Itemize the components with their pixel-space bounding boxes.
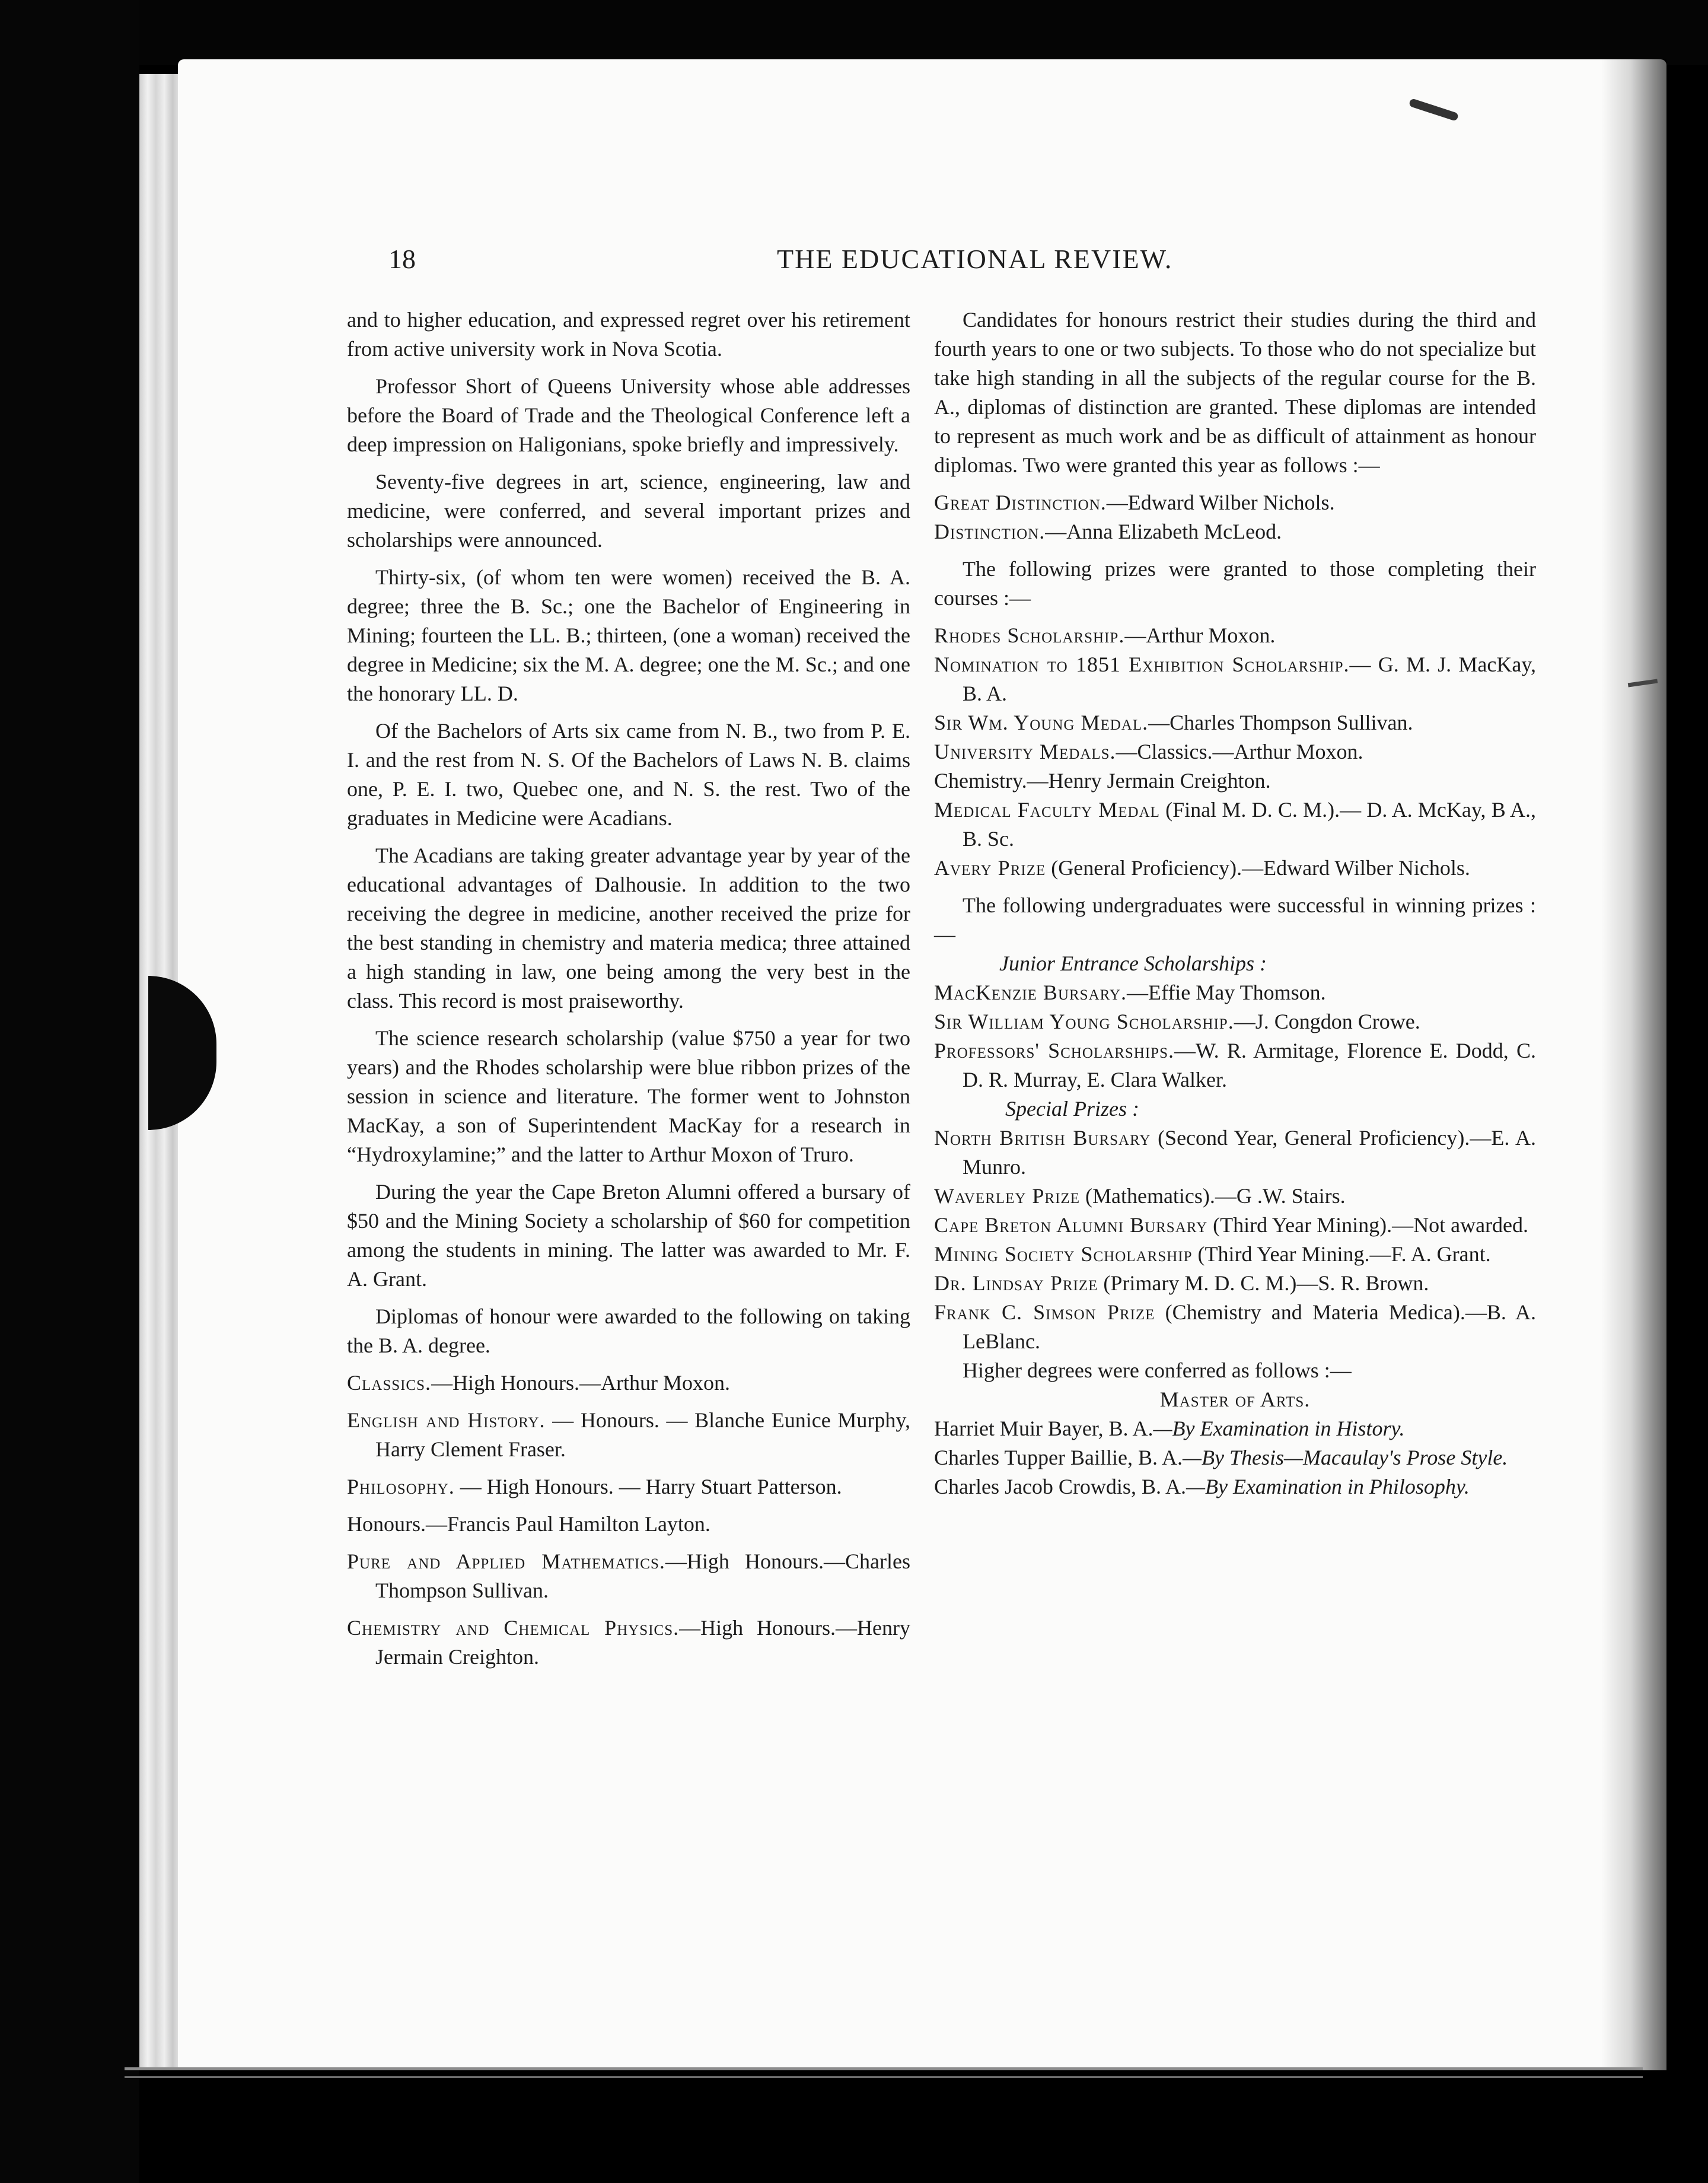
special-label: Dr. Lindsay Prize <box>934 1271 1098 1295</box>
prize-label: Rhodes Scholarship. <box>934 623 1125 647</box>
masters-detail: —By Examination in History. <box>1153 1417 1405 1440</box>
prize-label: Sir Wm. Young Medal. <box>934 711 1149 734</box>
distinction-entry <box>934 517 1536 546</box>
special-label: Waverley Prize <box>934 1184 1080 1208</box>
distinction-label: Distinction. <box>934 520 1046 543</box>
honours-subject: Classics. <box>347 1371 432 1395</box>
paragraph: The following undergraduates were successful in winning prizes :— <box>934 893 1536 946</box>
honours-subject: Pure and Applied Mathematics. <box>347 1549 665 1573</box>
special-entry <box>934 1298 1536 1356</box>
honours-subject: Chemistry and Chemical Physics. <box>347 1616 680 1640</box>
prize-entry <box>934 621 1536 650</box>
scan-background-top <box>0 0 1708 65</box>
special-text: (Third Year Mining).—Not awarded. <box>1207 1213 1529 1237</box>
distinction-text: —Anna Elizabeth McLeod. <box>1045 520 1282 543</box>
masters-detail: —By Examination in Philosophy. <box>1186 1475 1470 1498</box>
scan-background-left <box>0 0 139 2183</box>
prize-text: —Charles Thompson Sullivan. <box>1148 711 1413 734</box>
prize-label: University Medals. <box>934 740 1116 763</box>
prize-entry <box>934 795 1536 854</box>
honours-detail: —High Honours.—Henry Jermain Creighton. <box>375 1616 910 1669</box>
page-number: 18 <box>388 244 416 274</box>
prize-text: — G. M. J. MacKay, B. A. <box>963 653 1536 705</box>
prize-entry <box>934 766 1536 795</box>
paragraph: The science research scholarship (value $750 a year for two years) and the Rhodes scholarship were blue ribbon prizes of the session in science and literature. The former went to Johnston MacKay, a son of Superintendent MacKay for a research in “Hydroxylamine;” and the latter to Arthur Moxon of Truro. <box>347 1026 910 1166</box>
special-entry <box>934 1211 1536 1240</box>
paragraph: Seventy-five degrees in art, science, engineering, law and medicine, were conferred, and several important prizes and scholarships were announced. <box>347 470 910 552</box>
prize-label: Nomination to 1851 Exhibition Scholarship. <box>934 653 1350 676</box>
paragraph: During the year the Cape Breton Alumni offered a bursary of $50 and the Mining Society a scholarship of $60 for competition among the students in mining. The latter was awarded to Mr. F. A. Grant. <box>347 1180 910 1291</box>
running-head: THE EDUCATIONAL REVIEW. <box>777 244 1173 274</box>
prize-text: (Final M. D. C. M.).— D. A. McKay, B A., B. Sc. <box>963 798 1537 851</box>
prize-label: Medical Faculty Medal <box>934 798 1160 822</box>
special-entry <box>934 1240 1536 1269</box>
special-text: (Third Year Mining.—F. A. Grant. <box>1192 1242 1491 1266</box>
special-label: Frank C. Simson Prize <box>934 1300 1155 1324</box>
masters-name: Harriet Muir Bayer, B. A. <box>934 1417 1153 1440</box>
masters-detail: —By Thesis—Macaulay's Prose Style. <box>1183 1446 1508 1469</box>
junior-text: —J. Congdon Crowe. <box>1234 1010 1420 1033</box>
special-text: (Primary M. D. C. M.)—S. R. Brown. <box>1098 1271 1429 1295</box>
junior-label: Sir William Young Scholarship. <box>934 1010 1234 1033</box>
distinction-entry <box>934 488 1536 517</box>
masters-entry <box>934 1414 1536 1443</box>
honours-detail: — High Honours. — Harry Stuart Patterson. <box>454 1475 842 1498</box>
distinction-text: —Edward Wilber Nichols. <box>1106 491 1335 514</box>
paragraph: Professor Short of Queens University whose able addresses before the Board of Trade and the Theological Conference left a deep impression on Haligonians, spoke briefly and impressively. <box>347 374 910 456</box>
prize-entry <box>934 708 1536 737</box>
prize-label: Avery Prize <box>934 856 1046 880</box>
honours-subject: Philosophy. <box>347 1475 455 1498</box>
honours-entry <box>347 1406 910 1464</box>
masters-entry <box>934 1443 1536 1472</box>
paragraph: The following prizes were granted to those completing their courses :— <box>934 557 1536 610</box>
page-bottom-rule <box>125 2067 1643 2070</box>
special-prizes-heading: Special Prizes : <box>1005 1097 1139 1121</box>
junior-text: —W. R. Armitage, Florence E. Dodd, C. D. R. Murray, E. Clara Walker. <box>963 1039 1536 1092</box>
paragraph: Thirty-six, (of whom ten were women) received the B. A. degree; three the B. Sc.; one the Bachelor of Engineering in Mining; fourteen the LL. B.; thirteen, (one a woman) received the degree in Medicine; six the M. A. degree; one the M. Sc.; and one the honorary LL. D. <box>347 565 910 705</box>
page-bottom-rule <box>125 2076 1643 2078</box>
gutter-shadow <box>1601 59 1666 2070</box>
paragraph: Candidates for honours restrict their studies during the third and fourth years to one or two subjects. To those who do not specialize but take high standing in all the subjects of the regular course for the B. A., diplomas of distinction are granted. These diplomas are intended to represent as much work and be as difficult of attainment as honour diplomas. Two were granted this year as follows :— <box>934 308 1536 477</box>
honours-entry <box>347 1614 910 1672</box>
honours-detail: —High Honours.—Charles Thompson Sullivan. <box>375 1549 910 1602</box>
junior-scholarships-heading: Junior Entrance Scholarships : <box>999 952 1267 975</box>
special-entry <box>934 1182 1536 1211</box>
right-column <box>934 306 1536 1501</box>
prize-text: Chemistry.—Henry Jermain Creighton. <box>934 769 1271 793</box>
junior-entry <box>934 1036 1536 1094</box>
prize-text: (General Proficiency).—Edward Wilber Nichols. <box>1046 856 1470 880</box>
masters-name: Charles Tupper Baillie, B. A. <box>934 1446 1183 1469</box>
masters-name: Charles Jacob Crowdis, B. A. <box>934 1475 1186 1498</box>
junior-entry <box>934 1007 1536 1036</box>
honours-subject: English and History. <box>347 1408 546 1432</box>
special-text: (Chemistry and Materia Medica).—B. A. LeBlanc. <box>963 1300 1537 1353</box>
prize-entry <box>934 737 1536 766</box>
honours-detail: Honours.—Francis Paul Hamilton Layton. <box>347 1512 710 1536</box>
special-text: (Mathematics).—G .W. Stairs. <box>1079 1184 1346 1208</box>
prize-entry <box>934 650 1536 708</box>
special-entry <box>934 1124 1536 1182</box>
junior-label: MacKenzie Bursary. <box>934 981 1127 1004</box>
junior-entry <box>934 978 1536 1007</box>
special-entry <box>934 1269 1536 1298</box>
prize-entry <box>934 854 1536 883</box>
paragraph: and to higher education, and expressed regret over his retirement from active university work in Nova Scotia. <box>347 308 910 361</box>
paragraph: Higher degrees were conferred as follows :— <box>963 1358 1352 1382</box>
honours-entry <box>347 1547 910 1605</box>
special-label: North British Bursary <box>934 1126 1151 1150</box>
honours-entry <box>347 1369 910 1398</box>
left-column <box>347 306 910 1672</box>
masters-heading: Master of Arts. <box>1159 1388 1311 1411</box>
honours-detail: — Honours. — Blanche Eunice Murphy, Harry Clement Fraser. <box>375 1408 910 1461</box>
junior-text: —Effie May Thomson. <box>1126 981 1326 1004</box>
junior-label: Professors' Scholarships. <box>934 1039 1174 1062</box>
masters-entry <box>934 1472 1536 1501</box>
prize-text: —Classics.—Arthur Moxon. <box>1116 740 1363 763</box>
prize-text: —Arthur Moxon. <box>1124 623 1276 647</box>
paragraph: Diplomas of honour were awarded to the following on taking the B. A. degree. <box>347 1304 910 1357</box>
special-label: Cape Breton Alumni Bursary <box>934 1213 1208 1237</box>
honours-detail: —High Honours.—Arthur Moxon. <box>431 1371 731 1395</box>
special-text: (Second Year, General Proficiency).—E. A. Munro. <box>963 1126 1536 1179</box>
paragraph: Of the Bachelors of Arts six came from N. B., two from P. E. I. and the rest from N. S. Of the Bachelors of Laws N. B. claims one, P. E. I. two, Quebec one, and N. S. the rest. Two of the graduates in Medicine were Acadians. <box>347 719 910 830</box>
honours-entry <box>347 1510 910 1539</box>
distinction-label: Great Distinction. <box>934 491 1107 514</box>
paragraph: The Acadians are taking greater advantage year by year of the educational advantages of Dalhousie. In addition to the two receiving the degree in medicine, another received the prize for the best standing in chemistry and materia medica; three attained a high standing in law, one being among the very best in the class. This record is most praiseworthy. <box>347 844 910 1013</box>
honours-entry <box>347 1472 910 1501</box>
special-label: Mining Society Scholarship <box>934 1242 1193 1266</box>
